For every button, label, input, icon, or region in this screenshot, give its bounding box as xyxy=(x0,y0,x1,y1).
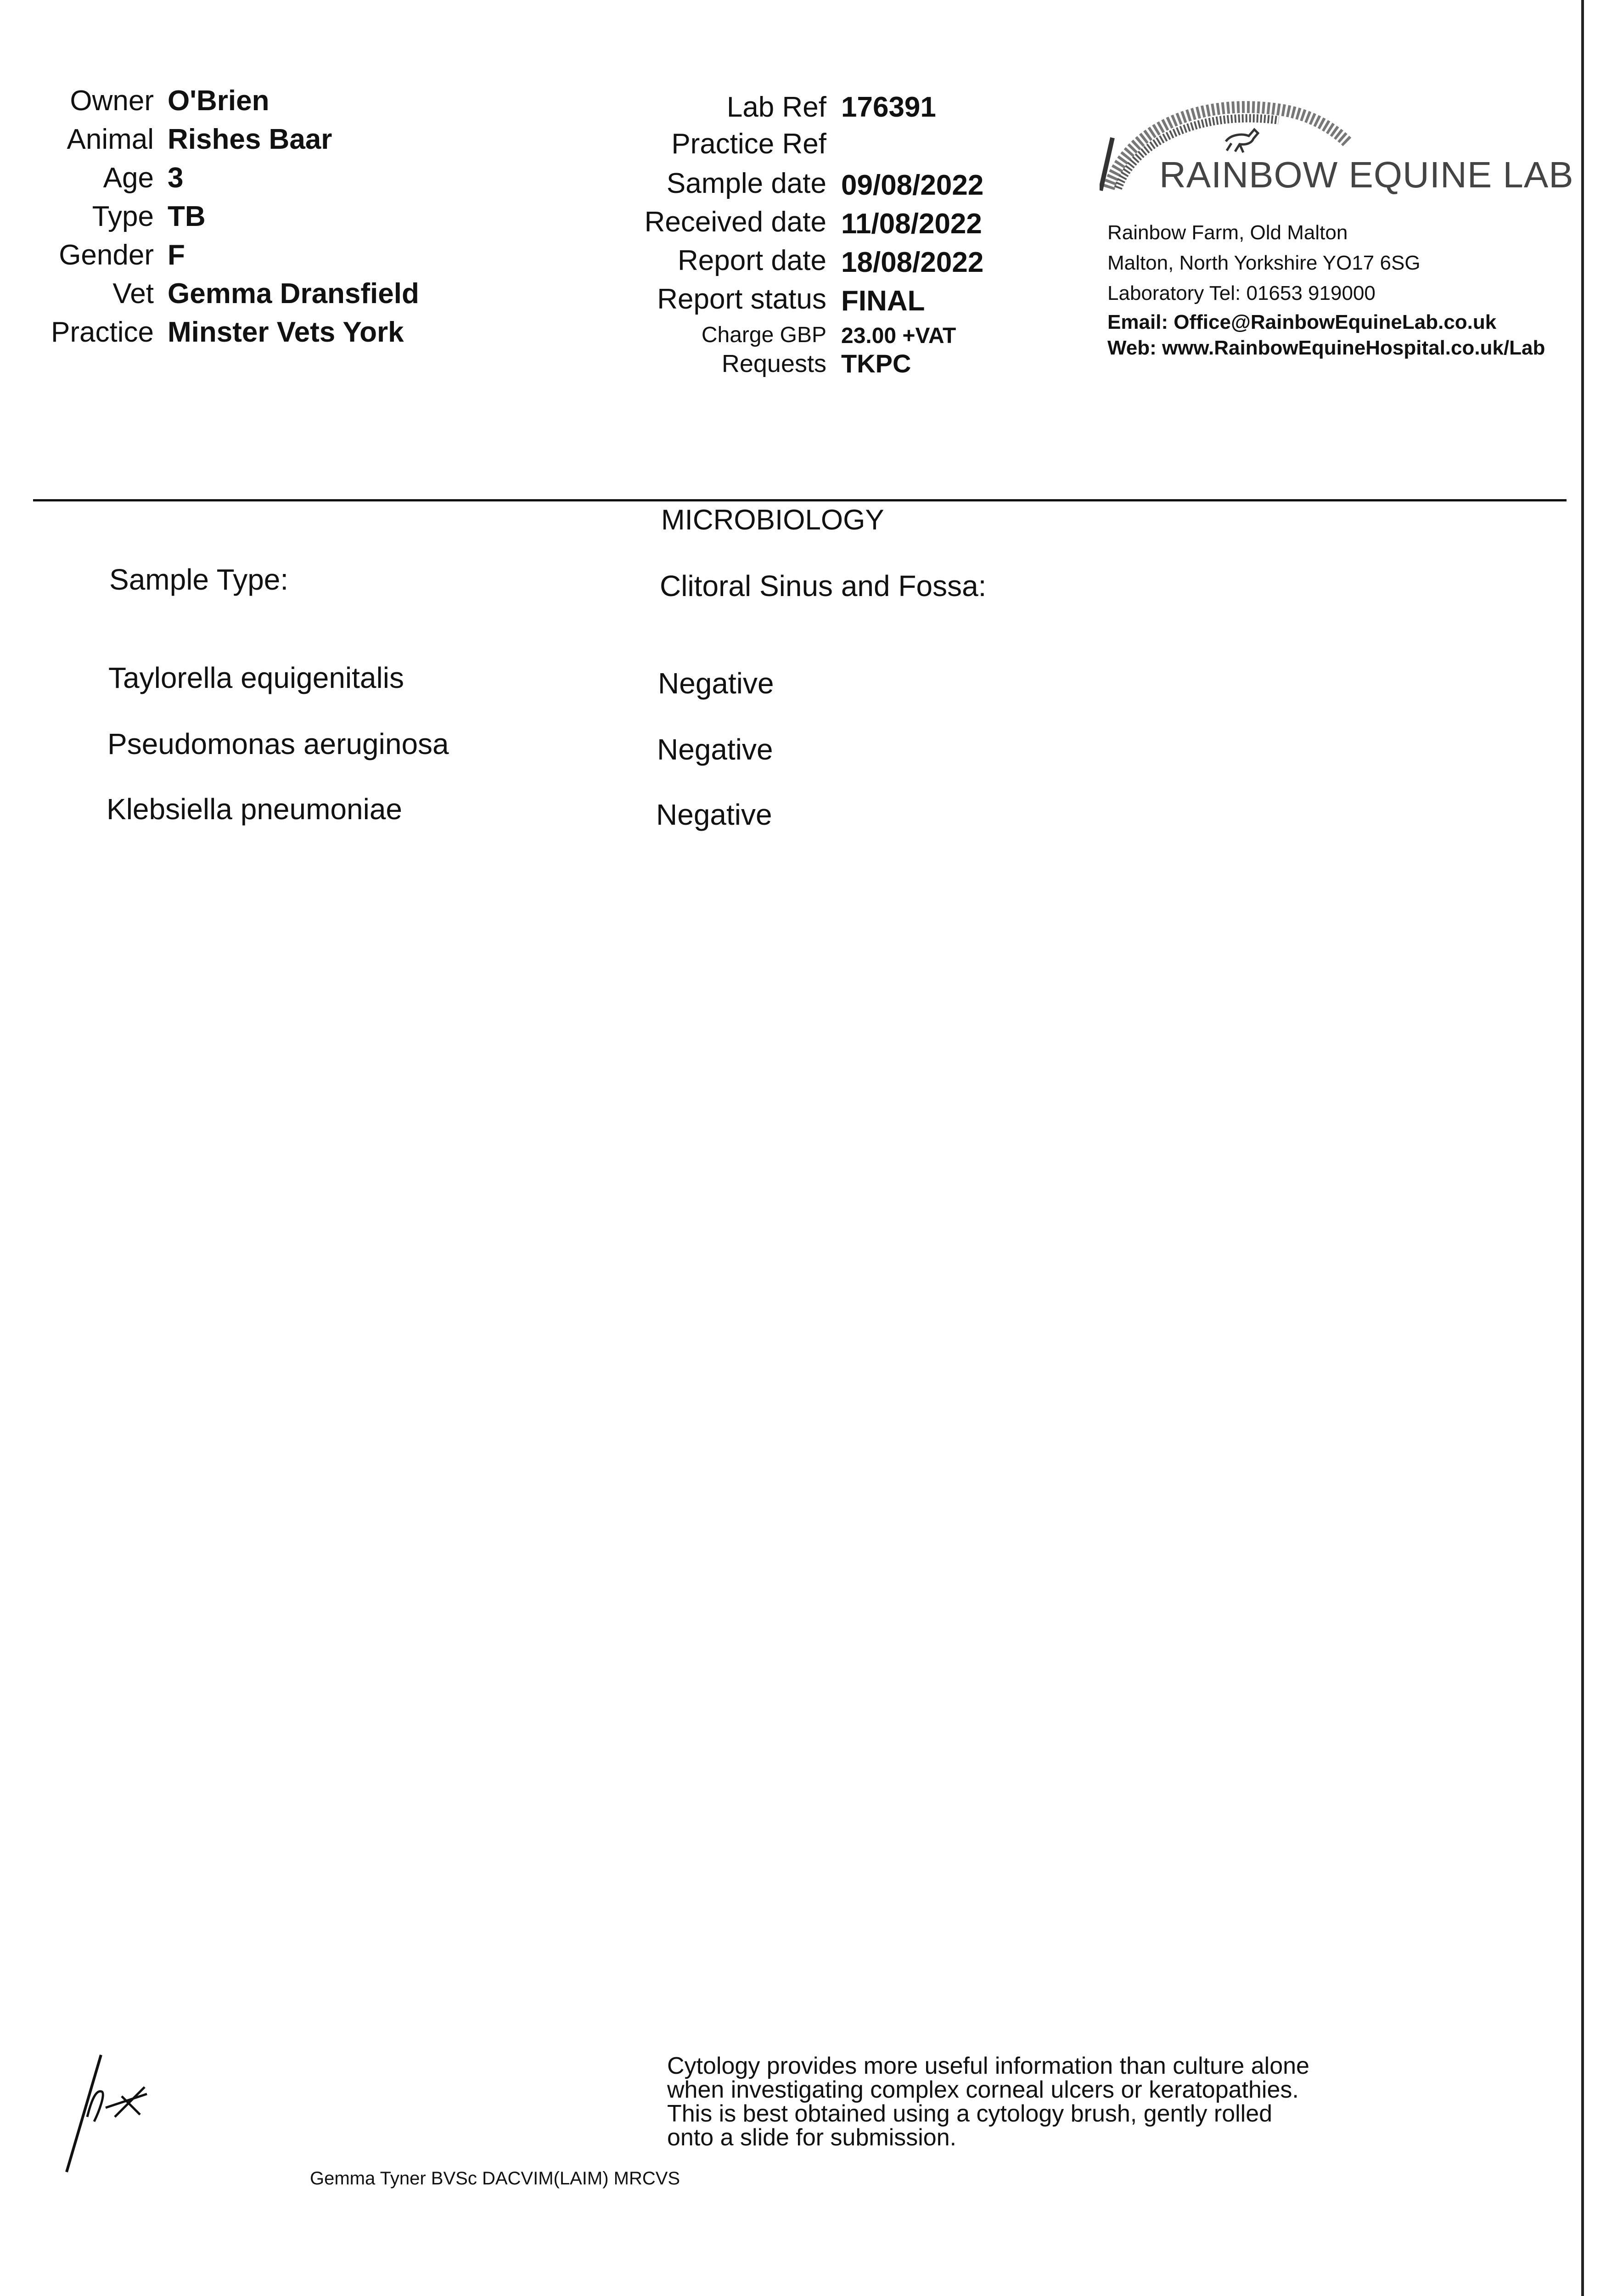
lab-logo-text: RAINBOW EQUINE LAB xyxy=(1159,154,1574,195)
lab-telephone: Laboratory Tel: 01653 919000 xyxy=(1107,282,1376,304)
sample-type-value: Clitoral Sinus and Fossa: xyxy=(660,569,987,602)
charge-label: Charge GBP xyxy=(701,323,826,347)
horse-icon xyxy=(1221,123,1263,155)
cytology-note xyxy=(667,2054,1309,2150)
cytology-note-line: when investigating complex corneal ulcers or keratopathies. xyxy=(667,2077,1299,2103)
gender-label: Gender xyxy=(59,239,154,271)
report-date-label: Report date xyxy=(678,245,826,276)
charge-value: 23.00 +VAT xyxy=(841,324,956,348)
requests-value: TKPC xyxy=(841,349,911,378)
organism-name: Taylorella equigenitalis xyxy=(108,661,404,694)
cytology-note-line: Cytology provides more useful information than culture alone xyxy=(667,2053,1309,2079)
organism-result: Negative xyxy=(657,733,773,766)
animal-value: Rishes Baar xyxy=(168,124,332,155)
vet-value: Gemma Dransfield xyxy=(168,278,419,310)
received-date-label: Received date xyxy=(644,206,826,238)
section-divider xyxy=(33,499,1567,501)
lab-ref-value: 176391 xyxy=(841,91,936,123)
cytology-note-line: This is best obtained using a cytology brush, gently rolled xyxy=(667,2100,1273,2127)
received-date-value: 11/08/2022 xyxy=(841,208,982,240)
age-value: 3 xyxy=(168,162,184,194)
sample-type-label: Sample Type: xyxy=(109,563,289,596)
report-status-label: Report status xyxy=(657,283,826,315)
lab-email: Email: Office@RainbowEquineLab.co.uk xyxy=(1107,311,1497,333)
lab-address-line1: Rainbow Farm, Old Malton xyxy=(1107,221,1348,244)
age-label: Age xyxy=(103,162,154,194)
sample-date-label: Sample date xyxy=(666,168,826,199)
practice-value: Minster Vets York xyxy=(168,316,404,348)
organism-name: Klebsiella pneumoniae xyxy=(107,793,402,826)
lab-ref-label: Lab Ref xyxy=(726,91,826,123)
organism-name: Pseudomonas aeruginosa xyxy=(107,727,449,760)
owner-value: O'Brien xyxy=(168,85,270,117)
report-date-value: 18/08/2022 xyxy=(841,247,984,278)
cytology-note-line: onto a slide for submission. xyxy=(667,2124,957,2151)
signatory-name: Gemma Tyner BVSc DACVIM(LAIM) MRCVS xyxy=(310,2168,680,2189)
page-edge-line xyxy=(1581,0,1584,2296)
animal-label: Animal xyxy=(67,124,154,155)
gender-value: F xyxy=(168,239,185,271)
report-status-value: FINAL xyxy=(841,285,925,317)
organism-result: Negative xyxy=(658,667,774,700)
practice-label: Practice xyxy=(51,316,154,348)
practice-ref-label: Practice Ref xyxy=(671,128,826,160)
lab-address-line2: Malton, North Yorkshire YO17 6SG xyxy=(1107,252,1421,274)
owner-label: Owner xyxy=(70,85,154,117)
vet-label: Vet xyxy=(112,278,154,310)
organism-result: Negative xyxy=(656,798,772,831)
type-value: TB xyxy=(168,201,206,232)
section-title: MICROBIOLOGY xyxy=(661,504,884,536)
type-label: Type xyxy=(92,201,154,232)
signature-mark xyxy=(60,2048,161,2177)
sample-date-value: 09/08/2022 xyxy=(841,169,984,201)
requests-label: Requests xyxy=(721,350,826,377)
lab-website: Web: www.RainbowEquineHospital.co.uk/Lab xyxy=(1107,337,1545,359)
